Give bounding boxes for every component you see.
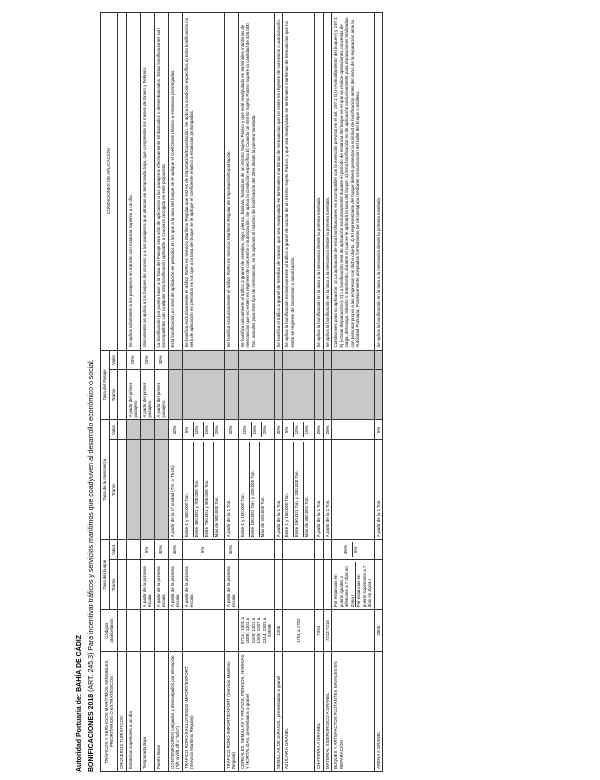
mercancia-tramo-line: Más de 300.001 Ton.	[303, 442, 313, 537]
mercancia-valor-line: 25%	[261, 422, 271, 437]
conditions-text: Se bonifica exclusivamente el tráfico RoRo en Servicio Marítimo Regular que NO es de Importación/Exportación. Se aplica la condición específica a) Esta bonificación no será de aplicación en periodos en los que a la tasa del buque se le aplique el coeficiente relativo a estancias prolongadas.	[182, 13, 224, 351]
conditions-text: Se aplica la bonificación en la tasa a la mercancía desde la primera tonelada.	[374, 13, 383, 351]
buque-tramo	[315, 560, 324, 610]
buque-tramo-line: Por estancias en puerto superiores a 7 días en Zona I	[355, 562, 373, 607]
conditions-text: Se bonifica el tráfico a granel de Semillas de Girasol, que sea manipulado en terminales marítimas de mercancías que no estén en régimen de concesión o autorización.	[274, 13, 283, 351]
pasaje-tramo	[274, 370, 283, 420]
mercancia-tramo-line: Entre 1 y 150.000 Ton.	[284, 493, 289, 538]
tariff-codes: 7204	[315, 610, 324, 652]
header-valor: Valor	[109, 540, 118, 560]
table-row	[332, 13, 375, 772]
mercancia-tramo	[283, 440, 315, 540]
traffic-name: BUQUES Y ARTEFACTOS FLOTANTES NAVALES EN REPARACIÓN	[332, 652, 375, 772]
buque-tramo: A partir de la primera escala	[224, 560, 238, 610]
conditions-text: Se aplica la bonificación en la tasa a la mercancía desde la primera tonelada.	[323, 13, 332, 351]
buque-valor	[274, 540, 283, 560]
buque-tramo: A partir de la primera escala	[154, 560, 168, 610]
mercancia-valor	[126, 420, 140, 440]
tariff-codes: 1701 a 1702	[283, 610, 315, 652]
pasaje-tramo: A partir del primer pasajero	[154, 370, 168, 420]
buque-valor: 30%	[224, 540, 238, 560]
conditions-text: La bonificación por puerto base a la Tasa del Pasaje será sólo de aplicación a los pasajeros efectivamente embarcados o desembarcados. Estas bonificaciones son incompatibles con cualquier otra bonificación aplicable a Cruceros recogida en este propuesta.	[154, 13, 168, 351]
mercancia-valor: 30%	[274, 420, 283, 440]
bonificaciones-table	[100, 12, 383, 772]
header-condiciones: CONDICIONES DE APLICACIÓN	[101, 13, 118, 351]
buque-valor	[283, 540, 315, 560]
conditions-text: Se bonifica únicamente al tráfico a granel de cereales, trigo, pienso, harinas, hortalizas de un mismo Sujeto Pasivo y que esté manipulado en terminales marítimas de mercancías que no estén en régimen de concesión o autorización. Se aplica la condición específica b) Cuando un mismo Sujeto Pasivo supere la cantidad de 325.000 Ton. anuales para este tipo de mercancías, se le aplicará el máximo de bonificación del 25% desde la primera tonelada.	[238, 13, 274, 351]
pasaje-valor	[224, 350, 238, 370]
mercancia-tramo: A partir de la 1 Ton.	[274, 440, 283, 540]
tariff-codes	[140, 610, 154, 652]
table-row	[315, 13, 324, 772]
mercancia-valor-line: 15%	[203, 422, 213, 437]
header-row-1	[101, 13, 110, 772]
pasaje-valor	[274, 350, 283, 370]
conditions-text: Esta bonificación no será de aplicación en periodos en los que a la tasa del buque se le aplique el coeficiente relativo a estancias prolongadas.	[168, 13, 182, 351]
buque-tramo	[274, 560, 283, 610]
mercancia-valor-line: 10%	[293, 422, 303, 437]
mercancia-valor	[238, 420, 274, 440]
header-tramo: Tramo	[109, 370, 118, 420]
header-trafico: TRÁFICOS Y SERVICIOS MARÍTIMOS SENSIBLES, PRIORITARIOS O ESTRATÉGICOS	[101, 652, 118, 772]
pasaje-valor: 15%	[140, 350, 154, 370]
pasaje-tramo	[315, 370, 324, 420]
table-row	[182, 13, 224, 772]
mercancia-tramo	[332, 440, 375, 540]
pasaje-tramo	[323, 370, 332, 420]
mercancia-valor-line: 5%	[183, 426, 189, 434]
mercancia-valor	[332, 420, 375, 440]
mercancia-valor	[140, 420, 154, 440]
mercancia-tramo-line: Más de 900.000 Ton.	[213, 442, 223, 537]
conditions-text: Condiciones para su aplicación: 1) La aplicación de esta bonificaciones es incompatible con la exención prevista en el art. 197.1 G) («Avituallamiento del buque») y 197.1 h) («Gran Reparación»). 2) La bonificación será de aplicación exclusivamente durante el período de estancia del buque en el que se realice operaciones concretas de carga, descarga, tránsito o transbordo, durante el cual se le aplicará la tasa del buque. 3) Esta bonificación es de aplicación exclusivamente para reparaciones realizadas con personal propio a las empresas con dicho objeto. 4) El representante del buque deberá presentar la solicitud de bonificación antes del inicio de la reparación ante la Autoridad Portuaria. Posteriormente aceptadas formalmente tal circunstancia mediante comunicación del taller del buque o astillero.	[332, 13, 375, 351]
buque-valor	[332, 540, 375, 560]
pasaje-tramo	[168, 370, 182, 420]
mercancia-tramo	[154, 440, 168, 540]
mercancia-tramo	[140, 440, 154, 540]
section-label: CRUCEROS TURÍSTICOS:	[118, 652, 127, 772]
mercancia-valor: 40%	[168, 420, 182, 440]
traffic-name: CONTENEDORES cargados y descargados por elevación (*lift on/lift off o "lo/lo")	[168, 652, 182, 772]
pasaje-valor	[283, 350, 315, 370]
buque-tramo: A partir de la primera escala	[140, 560, 154, 610]
tariff-codes	[332, 610, 375, 652]
traffic-name: TRÁFICO RORO IMPORT/EXPORT (Servicio Marítimo Regular)	[224, 652, 238, 772]
buque-tramo	[374, 560, 383, 610]
mercancia-tramo	[238, 440, 274, 540]
table-row	[126, 13, 140, 772]
mercancia-valor-line: 10%	[193, 422, 203, 437]
subtitle	[88, 359, 95, 772]
pasaje-tramo	[283, 370, 315, 420]
mercancia-valor-line: 5%	[284, 426, 289, 434]
mercancia-tramo-line: Entre 150.001 Ton. y 300.000 Ton.	[293, 442, 303, 537]
buque-valor: 5%	[140, 540, 154, 560]
table-row	[323, 13, 332, 772]
pasaje-valor	[168, 350, 182, 370]
table-row	[168, 13, 182, 772]
mercancia-valor-line: 15%	[251, 422, 261, 437]
traffic-name: MATERIAL SIDERÚRGICO A GRANEL	[323, 652, 332, 772]
buque-tramo	[323, 560, 332, 610]
conditions-text: Se bonifica exclusivamente el tráfico RoRo en Servicio Marítimo Regular de Importación/Exportación.	[224, 13, 238, 351]
conditions-text: Únicamente se aplica a los buques de crucero y a los pasajeros que atracan en temporada baja, que comprende los meses de Enero y Febrero.	[140, 13, 154, 351]
header-tasa-buque: Tasa del buque	[101, 540, 110, 610]
pasaje-tramo	[374, 370, 383, 420]
pasaje-valor	[182, 350, 224, 370]
empty-cell	[118, 350, 127, 370]
pasaje-valor	[332, 350, 375, 370]
mercancia-tramo: A partir de la 1 Ton.	[224, 440, 238, 540]
buque-tramo: A partir de la primera escala	[168, 560, 182, 610]
mercancia-valor-line: 10%	[241, 425, 247, 435]
empty-cell	[118, 420, 127, 440]
traffic-name: CHATARRA A GRANEL	[315, 652, 324, 772]
buque-tramo: A partir de la primera escala	[182, 560, 224, 610]
table-row	[118, 13, 127, 772]
mercancia-tramo	[126, 440, 140, 540]
pasaje-tramo: A partir del primer pasajero	[126, 370, 140, 420]
mercancia-tramo-line: Entre 1 y 100.000 Ton.	[239, 493, 245, 538]
table-body	[118, 13, 383, 772]
traffic-name: SEMILLAS DE GIRASOL, presentadas a granel	[274, 652, 283, 772]
tariff-codes: 1206	[274, 610, 283, 652]
buque-tramo	[283, 560, 315, 610]
traffic-name: AZÚCAR A GRANEL	[283, 652, 315, 772]
header-tramo: Tramo	[109, 560, 118, 610]
mercancia-tramo	[182, 440, 224, 540]
tariff-codes	[182, 610, 224, 652]
empty-cell	[118, 370, 127, 420]
traffic-name: Puerto Base	[154, 652, 168, 772]
mercancia-valor-line: 25%	[213, 422, 223, 437]
table-row	[154, 13, 168, 772]
empty-cell	[118, 540, 127, 560]
conditions-text: Se aplica la bonificación en la tasa a la mercancía desde la primera tonelada.	[315, 13, 324, 351]
buque-tramo	[238, 560, 274, 610]
buque-valor	[238, 540, 274, 560]
table-row	[238, 13, 274, 772]
tariff-codes: 7213-7215	[323, 610, 332, 652]
conditions-text: Se aplica solamente a los pasajeros en tránsito con estancia superior a un día	[126, 13, 140, 351]
pasaje-valor: 15%	[126, 350, 140, 370]
tariff-codes	[126, 610, 140, 652]
pasaje-tramo	[224, 370, 238, 420]
table-row	[274, 13, 283, 772]
tariff-codes	[154, 610, 168, 652]
buque-valor	[126, 540, 140, 560]
pasaje-valor	[374, 350, 383, 370]
table-row	[283, 13, 315, 772]
buque-tramo-line: Por estancias en puerto iguales o inferiores a 7 días en Zona I	[333, 566, 355, 608]
mercancia-tramo: A partir de la 1 Ton.	[315, 440, 324, 540]
tariff-codes	[224, 610, 238, 652]
empty-cell	[118, 13, 127, 351]
pasaje-tramo	[332, 370, 375, 420]
conditions-text: Se aplica la bonificación exclusivamente al tráfico a granel de azúcar de un mismo Sujeto Pasivo, y que sea manipulado en terminales marítimas de mercancías que no estén en régimen de concesión o autorización.	[283, 13, 315, 351]
subtitle-bold: BONIFICACIONES 2018	[88, 693, 95, 772]
subtitle-rest: (ART. 245.3) Para incentivar tráficos y servicios marítimos que coadyuven al desarrollo económico o social.	[88, 359, 95, 694]
header-tasa-pasaje: Tasa del Pasaje	[101, 350, 110, 420]
header-valor: Valor	[109, 420, 118, 440]
rotated-page	[70, 0, 600, 780]
mercancia-tramo-line: Entre 100.001 Ton. y 325.000 Ton.	[249, 442, 259, 537]
traffic-name: Estancias superiores a un día	[126, 652, 140, 772]
tariff-codes: 0713 ; 1001 a 1008; 1101 a 1109; 1201 a 1209; 1207 a 2314; 2301 a 2309B	[238, 610, 274, 652]
empty-cell	[118, 610, 127, 652]
mercancia-tramo-line: Entre 700.001 y 900.000 Ton.	[203, 442, 213, 537]
pasaje-valor	[238, 350, 274, 370]
mercancia-tramo-line: Más de 325.000 Ton.	[259, 442, 269, 537]
pasaje-valor	[323, 350, 332, 370]
pasaje-tramo	[238, 370, 274, 420]
empty-cell	[118, 560, 127, 610]
buque-valor-line: 5%	[352, 542, 362, 557]
traffic-name: Temporada Baja	[140, 652, 154, 772]
table-row	[224, 13, 238, 772]
mercancia-tramo: A partir de la 1 Ton.	[374, 440, 383, 540]
mercancia-valor	[182, 420, 224, 440]
pasaje-valor: 30%	[154, 350, 168, 370]
mercancia-tramo-line: Entre 400.001 y 700.000 Ton.	[193, 442, 203, 537]
buque-valor: 5%	[182, 540, 224, 560]
mercancia-tramo: A partir de la 1 Ton.	[323, 440, 332, 540]
header-tasa-mercancia: Tasa de la mercancía	[101, 420, 110, 540]
table-row	[374, 13, 383, 772]
tariff-codes	[168, 610, 182, 652]
traffic-name: CEREALES, SEMILLAS Y FRUTOS, PIENSOS, HARINAS Y HORTALIZAS, presentados a granel	[238, 652, 274, 772]
pasaje-valor	[315, 350, 324, 370]
buque-valor: 40%	[168, 540, 182, 560]
mercancia-valor	[283, 420, 315, 440]
tariff-codes: 2505	[374, 610, 383, 652]
port-title: Autoridad Portuaria de: BAHÍA DE CÁDIZ	[76, 634, 83, 772]
mercancia-valor: 5%	[374, 420, 383, 440]
buque-valor-line: 35%	[343, 545, 349, 555]
mercancia-valor: 25%	[315, 420, 324, 440]
table-row	[140, 13, 154, 772]
pasaje-tramo: A partir del primer pasajero	[140, 370, 154, 420]
header-codigos: Códigos arancelarios	[101, 610, 118, 652]
header-valor: Valor	[109, 350, 118, 370]
mercancia-valor: 30%	[224, 420, 238, 440]
buque-tramo	[332, 560, 375, 610]
buque-valor: 30%	[154, 540, 168, 560]
mercancia-tramo-line: Entre 1 y 400.000 Ton.	[183, 493, 189, 538]
header-tramo: Tramo	[109, 440, 118, 540]
mercancia-valor: 25%	[323, 420, 332, 440]
mercancia-valor-line: 15%	[303, 422, 313, 437]
traffic-name: ARENA A GRANEL	[374, 652, 383, 772]
traffic-name: TRÁFICO RORO EXCLUYENDO IMPORT/EXPORT (Servicio Marítimo Regular)	[182, 652, 224, 772]
pasaje-tramo	[182, 370, 224, 420]
empty-cell	[118, 440, 127, 540]
mercancia-tramo: A partir de la 1ª unidad (Tm. o TEUs)	[168, 440, 182, 540]
buque-valor	[374, 540, 383, 560]
buque-valor	[323, 540, 332, 560]
mercancia-valor	[154, 420, 168, 440]
buque-valor	[315, 540, 324, 560]
buque-tramo	[126, 560, 140, 610]
